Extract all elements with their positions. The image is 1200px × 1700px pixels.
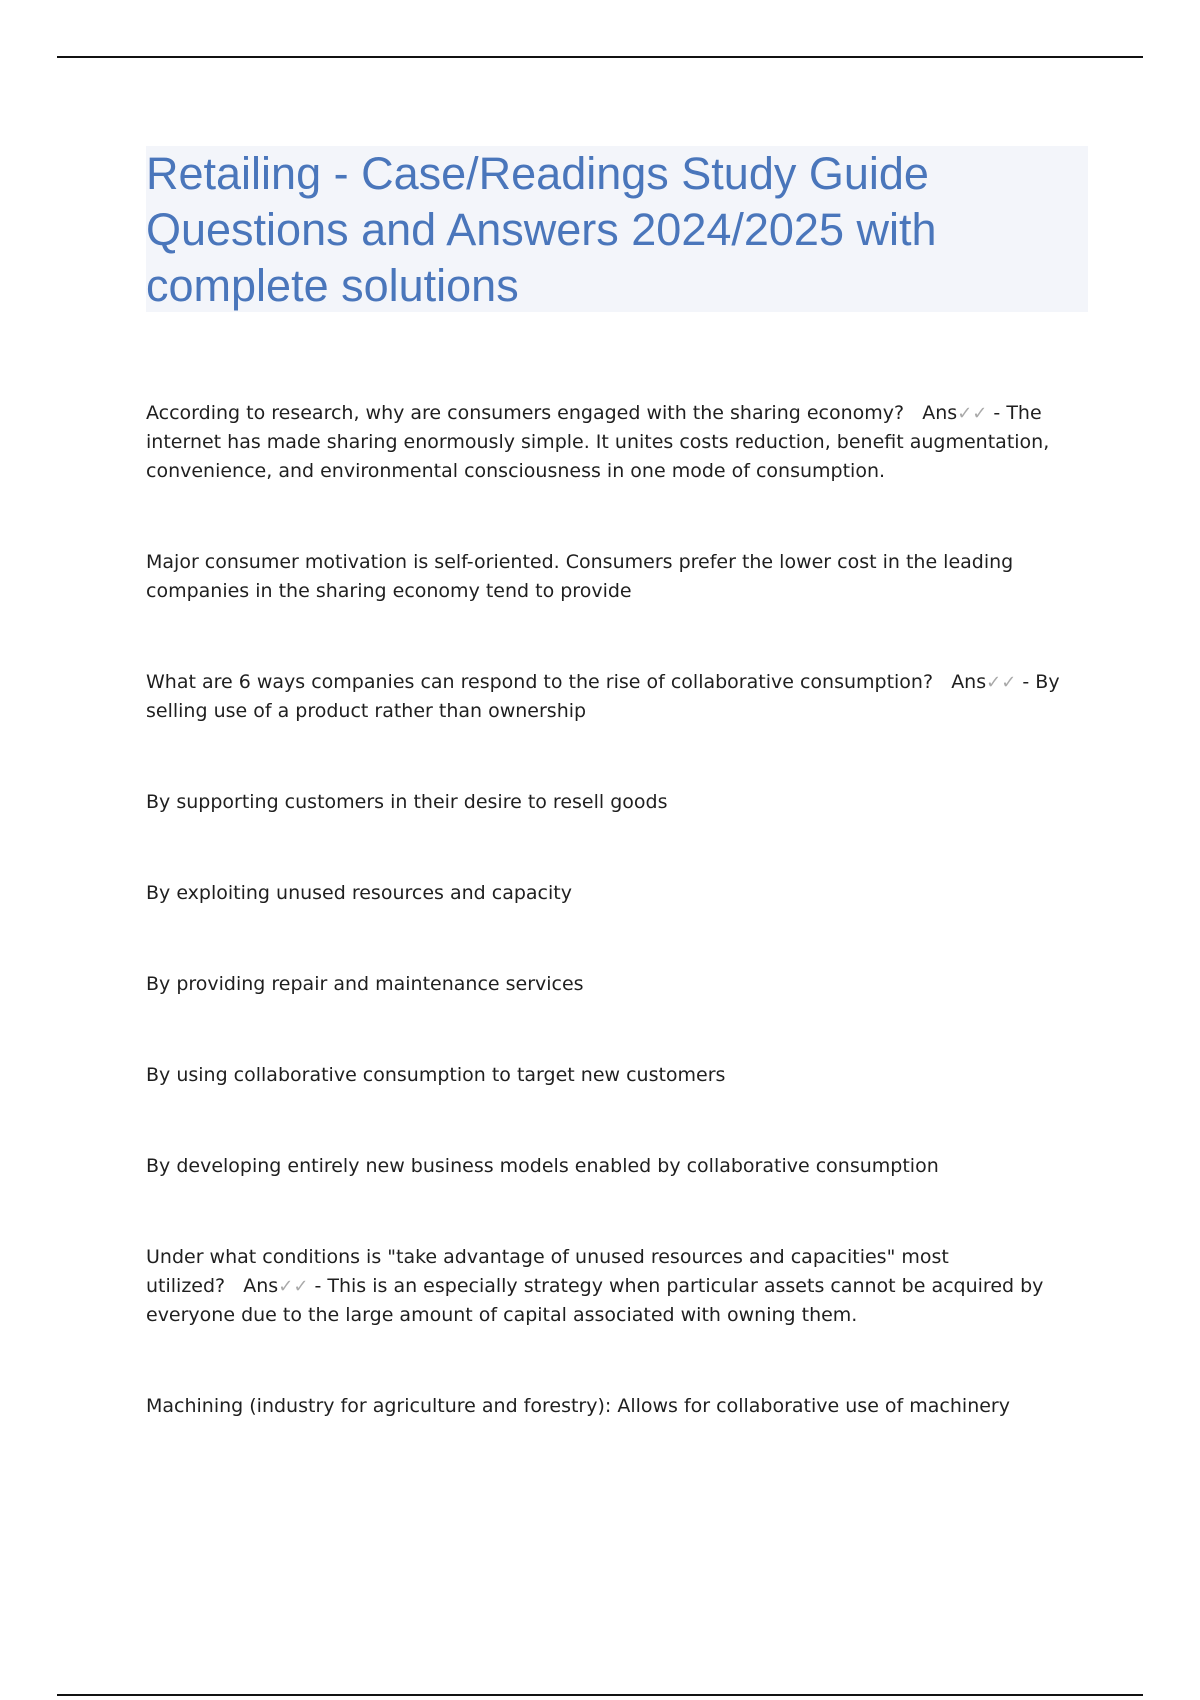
text-paragraph: Machining (industry for agriculture and forestry): Allows for collaborative use of machinery	[146, 1395, 1010, 1417]
answer-marker: Ans✓✓ -	[243, 1275, 322, 1297]
answer-text: By selling use of a product rather than ownership	[146, 671, 1060, 722]
check-icon: ✓	[972, 403, 988, 424]
qa-paragraph	[146, 399, 1086, 486]
check-icon: ✓	[957, 403, 973, 424]
document-body	[146, 399, 1086, 1421]
answer-text: The internet has made sharing enormously simple. It unites costs reduction, benefit augmentation, convenience, and environmental consciousness in one mode of consumption.	[146, 402, 1050, 482]
top-rule	[57, 56, 1143, 58]
answer-marker: Ans✓✓ -	[922, 402, 1001, 424]
bottom-rule	[57, 1694, 1143, 1696]
list-item: By developing entirely new business models enabled by collaborative consumption	[146, 1155, 939, 1177]
qa-paragraph	[146, 1243, 1086, 1330]
check-icon: ✓	[1001, 672, 1017, 693]
list-item: By exploiting unused resources and capacity	[146, 882, 572, 904]
answer-marker: Ans✓✓ -	[951, 671, 1030, 693]
qa-paragraph	[146, 668, 1086, 726]
list-item: By providing repair and maintenance services	[146, 973, 584, 995]
check-icon: ✓	[278, 1276, 294, 1297]
text-paragraph: Major consumer motivation is self-oriented. Consumers prefer the lower cost in the leading companies in the sharing economy tend to provide	[146, 551, 1014, 602]
answer-text: This is an especially strategy when particular assets cannot be acquired by everyone due to the large amount of capital associated with owning them.	[146, 1275, 1044, 1326]
list-item: By using collaborative consumption to target new customers	[146, 1064, 726, 1086]
check-icon: ✓	[293, 1276, 309, 1297]
document-title: Retailing - Case/Readings Study Guide Questions and Answers 2024/2025 with complete solutions	[146, 148, 937, 311]
title-box	[146, 146, 1088, 312]
list-item: By supporting customers in their desire to resell goods	[146, 791, 668, 813]
question-text: According to research, why are consumers engaged with the sharing economy?	[146, 402, 905, 424]
check-icon: ✓	[986, 672, 1002, 693]
question-text: Under what conditions is "take advantage of unused resources and capacities" most utilized?	[146, 1246, 949, 1297]
question-text: What are 6 ways companies can respond to the rise of collaborative consumption?	[146, 671, 934, 693]
